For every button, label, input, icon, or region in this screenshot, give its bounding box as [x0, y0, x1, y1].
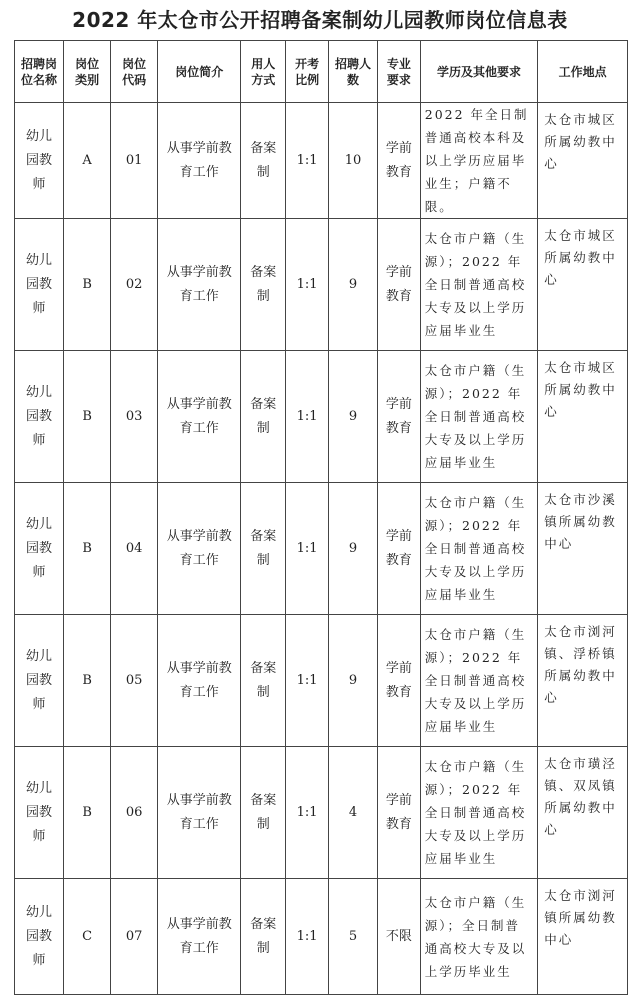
table-header-row: [15, 41, 628, 103]
cell-code: 01: [111, 103, 158, 219]
header-code: 岗位代码: [111, 41, 158, 103]
cell-name: 幼儿园教师: [15, 219, 64, 351]
cell-category: C: [64, 879, 111, 995]
cell-location: 太仓市浏河镇所属幼教中心: [538, 879, 628, 995]
cell-count: 9: [328, 483, 377, 615]
cell-code: 05: [111, 615, 158, 747]
cell-location: 太仓市沙溪镇所属幼教中心: [538, 483, 628, 615]
table-row: [15, 615, 628, 747]
cell-code: 04: [111, 483, 158, 615]
cell-requirements: 太仓市户籍（生源）；2022 年全日制普通高校大专及以上学历应届毕业生: [420, 483, 537, 615]
cell-ratio: 1:1: [286, 879, 329, 995]
cell-requirements: 太仓市户籍（生源）；2022 年全日制普通高校大专及以上学历应届毕业生: [420, 219, 537, 351]
cell-code: 06: [111, 747, 158, 879]
header-intro: 岗位简介: [158, 41, 241, 103]
cell-major: 学前教育: [378, 219, 421, 351]
header-requirements: 学历及其他要求: [420, 41, 537, 103]
cell-count: 9: [328, 219, 377, 351]
cell-intro: 从事学前教育工作: [158, 615, 241, 747]
cell-intro: 从事学前教育工作: [158, 103, 241, 219]
cell-count: 9: [328, 351, 377, 483]
cell-category: B: [64, 747, 111, 879]
cell-category: A: [64, 103, 111, 219]
header-method: 用人方式: [241, 41, 286, 103]
cell-location: 太仓市城区所属幼教中心: [538, 103, 628, 219]
cell-name: 幼儿园教师: [15, 483, 64, 615]
header-major: 专业要求: [378, 41, 421, 103]
cell-code: 03: [111, 351, 158, 483]
cell-major: 不限: [378, 879, 421, 995]
table-row: [15, 103, 628, 219]
table-row: [15, 747, 628, 879]
table-row: [15, 351, 628, 483]
cell-requirements: 2022 年全日制普通高校本科及以上学历应届毕业生；户籍不限。: [420, 103, 537, 219]
header-category: 岗位类别: [64, 41, 111, 103]
table-wrapper: [0, 40, 640, 1000]
page-title: 2022 年太仓市公开招聘备案制幼儿园教师岗位信息表: [72, 8, 568, 32]
cell-major: 学前教育: [378, 747, 421, 879]
cell-requirements: 太仓市户籍（生源）；2022 年全日制普通高校大专及以上学历应届毕业生: [420, 351, 537, 483]
cell-name: 幼儿园教师: [15, 351, 64, 483]
cell-name: 幼儿园教师: [15, 879, 64, 995]
cell-major: 学前教育: [378, 103, 421, 219]
cell-requirements: 太仓市户籍（生源）；2022 年全日制普通高校大专及以上学历应届毕业生: [420, 615, 537, 747]
cell-intro: 从事学前教育工作: [158, 747, 241, 879]
table-row: [15, 483, 628, 615]
cell-method: 备案制: [241, 879, 286, 995]
cell-method: 备案制: [241, 747, 286, 879]
cell-ratio: 1:1: [286, 351, 329, 483]
header-count: 招聘人数: [328, 41, 377, 103]
cell-count: 5: [328, 879, 377, 995]
cell-ratio: 1:1: [286, 483, 329, 615]
cell-intro: 从事学前教育工作: [158, 879, 241, 995]
cell-ratio: 1:1: [286, 103, 329, 219]
cell-category: B: [64, 615, 111, 747]
cell-intro: 从事学前教育工作: [158, 219, 241, 351]
cell-location: 太仓市城区所属幼教中心: [538, 351, 628, 483]
cell-method: 备案制: [241, 483, 286, 615]
cell-intro: 从事学前教育工作: [158, 483, 241, 615]
cell-method: 备案制: [241, 103, 286, 219]
cell-major: 学前教育: [378, 615, 421, 747]
cell-major: 学前教育: [378, 351, 421, 483]
cell-ratio: 1:1: [286, 219, 329, 351]
cell-category: B: [64, 219, 111, 351]
cell-category: B: [64, 483, 111, 615]
cell-name: 幼儿园教师: [15, 615, 64, 747]
cell-method: 备案制: [241, 615, 286, 747]
cell-location: 太仓市璜泾镇、双凤镇所属幼教中心: [538, 747, 628, 879]
table-row: [15, 879, 628, 995]
cell-code: 07: [111, 879, 158, 995]
cell-code: 02: [111, 219, 158, 351]
positions-table: [14, 40, 628, 879]
table-row: [15, 219, 628, 351]
cell-count: 4: [328, 747, 377, 879]
cell-method: 备案制: [241, 351, 286, 483]
header-ratio: 开考比例: [286, 41, 329, 103]
cell-method: 备案制: [241, 219, 286, 351]
cell-ratio: 1:1: [286, 615, 329, 747]
cell-count: 9: [328, 615, 377, 747]
header-name: 招聘岗位名称: [15, 41, 64, 103]
cell-category: B: [64, 351, 111, 483]
cell-name: 幼儿园教师: [15, 103, 64, 219]
cell-location: 太仓市浏河镇、浮桥镇所属幼教中心: [538, 615, 628, 747]
positions-table-continued: [14, 878, 628, 995]
cell-ratio: 1:1: [286, 747, 329, 879]
cell-name: 幼儿园教师: [15, 747, 64, 879]
header-location: 工作地点: [538, 41, 628, 103]
cell-intro: 从事学前教育工作: [158, 351, 241, 483]
cell-major: 学前教育: [378, 483, 421, 615]
cell-requirements: 太仓市户籍（生源）；2022 年全日制普通高校大专及以上学历应届毕业生: [420, 747, 537, 879]
cell-location: 太仓市城区所属幼教中心: [538, 219, 628, 351]
cell-requirements: 太仓市户籍（生源）；全日制普通高校大专及以上学历毕业生: [420, 879, 537, 995]
cell-count: 10: [328, 103, 377, 219]
